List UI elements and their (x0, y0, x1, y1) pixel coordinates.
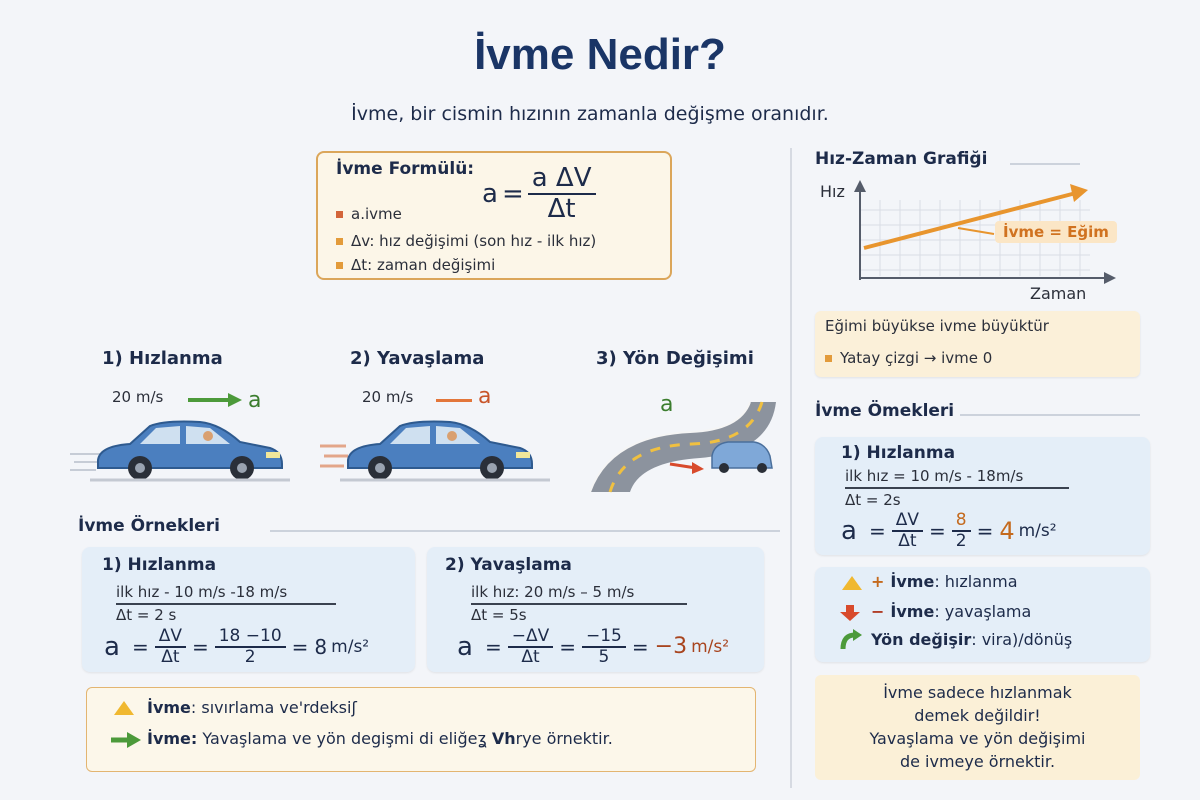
graph-heading: Hız-Zaman Grafiği (815, 149, 988, 169)
decel-speed: 20 m/s (362, 388, 414, 406)
warning-line-3: Yavaşlama ve yön değişimi (869, 729, 1086, 748)
bullet-square-icon (825, 355, 832, 362)
bullet-square-icon (336, 211, 343, 218)
formula-heading: İvme Formülü: (336, 159, 475, 179)
example-accel-line1: ilk hız - 10 m/s -18 m/s (116, 583, 288, 601)
turn-arrow-icon (839, 629, 863, 651)
legend-plus: + İvme: hızlanma (871, 572, 1018, 591)
graph-note-2: Yatay çizgi → ivme 0 (825, 349, 992, 367)
scenario-decel-label: 2) Yavaşlama (350, 348, 485, 369)
down-arrow-icon (839, 604, 861, 622)
example-decel-line2: Δt = 5s (471, 606, 527, 624)
decel-vector: a (478, 384, 492, 409)
graph-x-label: Zaman (1030, 284, 1087, 303)
up-triangle-icon (841, 575, 863, 591)
example-accel-line2: Δt = 2 s (116, 606, 177, 624)
turn-vector: a (660, 392, 674, 417)
example-accel-title: 1) Hızlanma (102, 555, 217, 575)
example-accel-equation: a = $\frac{\Delta V}{\Delta t}$ = $\frac{18 -10}{2}$ = 8 m/s² (104, 626, 370, 667)
example-right-line1: ilk hız = 10 m/s - 18m/s (845, 467, 1024, 485)
main-formula: a = $\frac{\text{a ΔV}}{\Delta t}$ (482, 164, 596, 223)
formula-item-dv: Δv: hız değişimi (son hız - ilk hız) (336, 232, 596, 250)
bullet-square-icon (336, 262, 343, 269)
example-decel-card (427, 547, 764, 672)
example-decel-title: 2) Yavaşlama (445, 555, 572, 575)
heading-rule (960, 414, 1140, 416)
column-divider (790, 148, 792, 788)
example-right-equation: a = $\frac{\Delta V}{\Delta t}$ = $\frac{8}{2}$ = 4 m/s² (841, 510, 1057, 551)
examples-heading-right: İvme Ömekleri (815, 401, 955, 421)
heading-rule (1010, 163, 1080, 165)
legend-box (815, 567, 1150, 662)
bottom-note-line1: İvme: sıvırlama ve'rdeksiʃ (147, 698, 357, 717)
formula-item-a: a.ivme (336, 205, 402, 223)
example-right-line2: Δt = 2s (845, 491, 901, 509)
underline (845, 487, 1069, 489)
accelerating-car-icon (70, 416, 290, 482)
scenario-turn-label: 3) Yön Değişimi (596, 348, 754, 369)
underline (471, 603, 687, 605)
accel-speed: 20 m/s (112, 388, 164, 406)
decelerating-car-icon (320, 416, 550, 482)
page-subtitle: İvme, bir cismin hızının zamanla değişme oranıdır. (351, 103, 829, 125)
example-right-card (815, 437, 1150, 555)
warning-line-1: İvme sadece hızlanmak (883, 683, 1072, 702)
example-right-title: 1) Hızlanma (841, 443, 956, 463)
warning-triangle-icon (113, 700, 135, 716)
scenario-accel-label: 1) Hızlanma (102, 348, 223, 369)
warning-line-2: demek değildir! (914, 706, 1041, 725)
bullet-square-icon (336, 238, 343, 245)
graph-y-label: Hız (820, 182, 845, 201)
heading-rule (270, 530, 780, 532)
curved-road-icon (580, 396, 780, 496)
warning-line-4: de ivmeye örnektir. (899, 752, 1056, 771)
underline (116, 603, 336, 605)
green-arrow-icon (186, 390, 246, 410)
legend-turn: Yön değişir: vira)/dönüş (871, 630, 1073, 649)
main-fraction: $\frac{\text{a ΔV}}{\Delta t}$ (528, 164, 596, 223)
warning-note (815, 675, 1140, 780)
legend-minus: − İvme: yavaşlama (871, 602, 1032, 621)
example-accel-card (82, 547, 415, 672)
decel-dash (436, 399, 472, 402)
formula-item-dt: Δt: zaman değişimi (336, 256, 495, 274)
example-decel-equation: a = $\frac{-\Delta V}{\Delta t}$ = $\frac{-15}{5}$ = −3 m/s² (457, 626, 730, 667)
accel-vector: a (248, 388, 262, 413)
page-title: İvme Nedir? (474, 30, 726, 79)
green-arrow-icon (109, 731, 143, 749)
examples-heading-left: İvme Örnekleri (78, 516, 220, 536)
graph-note-1: Eğimi büyükse ivme büyüktür (825, 317, 1049, 335)
example-decel-line1: ilk hız: 20 m/s – 5 m/s (471, 583, 635, 601)
graph-notes (815, 311, 1140, 377)
bottom-note (86, 687, 756, 772)
slope-callout: İvme = Eğim (995, 221, 1117, 243)
bottom-note-line2: İvme: Yavaşlama ve yön degişmi di eliğeʓ Vhrye örnektir. (147, 729, 613, 748)
